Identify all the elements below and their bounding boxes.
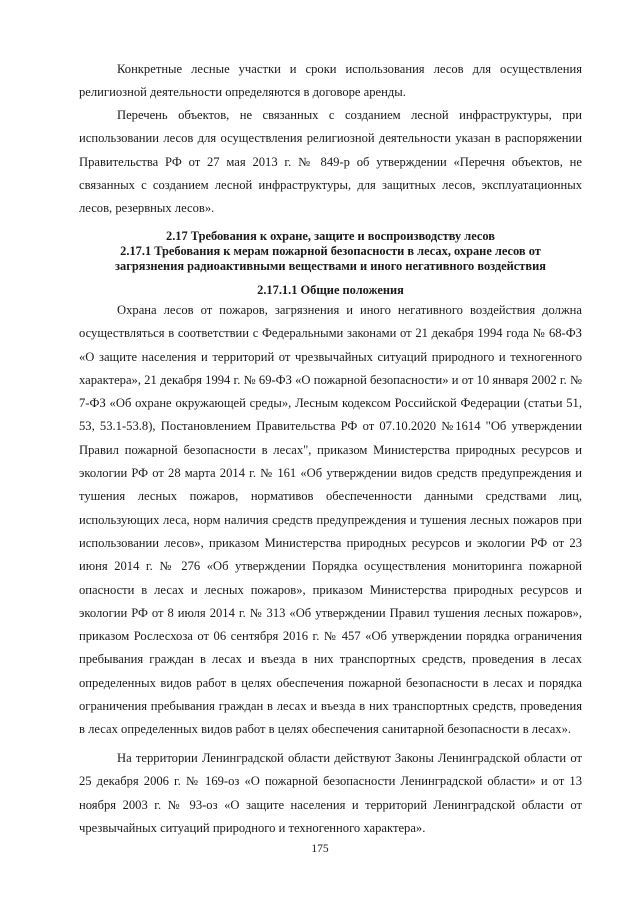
section-headings	[79, 229, 582, 274]
heading-2-17-1-line1: 2.17.1 Требования к мерам пожарной безопасности в лесах, охране лесов от	[120, 244, 541, 258]
subheading-block	[79, 283, 582, 298]
page-number: 175	[311, 843, 329, 855]
paragraph-fire-protection-laws	[79, 299, 582, 742]
paragraph-objects-list	[79, 104, 582, 220]
paragraph-forest-plots-religious	[79, 58, 582, 105]
heading-2-17: 2.17 Требования к охране, защите и воспроизводству лесов	[166, 229, 495, 243]
paragraph-text: Перечень объектов, не связанных с созданием лесной инфраструктуры, при использовании лесов для осуществления религиозной деятельности указан в распоряжении Правительства РФ от 27 мая 2013 г. № 849-р об утверждении «Перечня объектов, не связанных с созданием лесной инфраструктуры, для защитных лесов, эксплуатационных лесов, резервных лесов».	[79, 108, 582, 216]
paragraph-text: На территории Ленинградской области действуют Законы Ленинградской области от 25 декабря 2006 г. № 169-оз «О пожарной безопасности Ленинградской области» и от 13 ноября 2003 г. № 93-оз «О защите населения и территорий Ленинградской области от чрезвычайных ситуаций природного и техногенного характера».	[79, 751, 582, 835]
heading-2-17-1-1: 2.17.1.1 Общие положения	[257, 283, 404, 297]
paragraph-text: Охрана лесов от пожаров, загрязнения и иного негативного воздействия должна осуществляться в соответствии с Федеральными законами от 21 декабря 1994 года № 68-ФЗ «О защите населения и территорий от чрезвычайных ситуаций природного и техногенного характера», 21 декабря 1994 г. № 69-ФЗ «О пожарной безопасности» и от 10 января 2002 г. № 7-ФЗ «Об охране окружающей среды», Лесным кодексом Российской Федерации (статьи 51, 53, 53.1-53.8), Постановлением Правительства РФ от 07.10.2020 №1614 "Об утверждении Правил пожарной безопасности в лесах", приказом Министерства природных ресурсов и экологии РФ от 28 марта 2014 г. № 161 «Об утверждении видов средств предупреждения и тушения лесных пожаров, нормативов обеспеченности данными средствами лиц, использующих леса, норм наличия средств предупреждения и тушения лесных пожаров при использовании лесов», приказом Министерства природных ресурсов и экологии РФ от 23 июня 2014 г. № 276 «Об утверждении Порядка осуществления мониторинга пожарной опасности в лесах и лесных пожаров», приказом Министерства природных ресурсов и экологии РФ от 8 июля 2014 г. № 313 «Об утверждении Правил тушения лесных пожаров», приказом Рослесхоза от 06 сентября 2016 г. № 457 «Об утверждении порядка ограничения пребывания граждан в лесах и въезда в них транспортных средств, проведения в лесах определенных видов работ в целях обеспечения пожарной безопасности в лесах и порядка ограничения пребывания граждан в лесах и въезда в них транспортных средств, проведения в лесах определенных видов работ в целях обеспечения санитарной безопасности в лесах».	[79, 303, 582, 737]
heading-2-17-1-line2: загрязнения радиоактивными веществами и иного негативного воздействия	[115, 259, 546, 273]
paragraph-text: Конкретные лесные участки и сроки использования лесов для осуществления религиозной деятельности определяются в договоре аренды.	[79, 62, 582, 100]
paragraph-leningrad-laws	[79, 747, 582, 840]
